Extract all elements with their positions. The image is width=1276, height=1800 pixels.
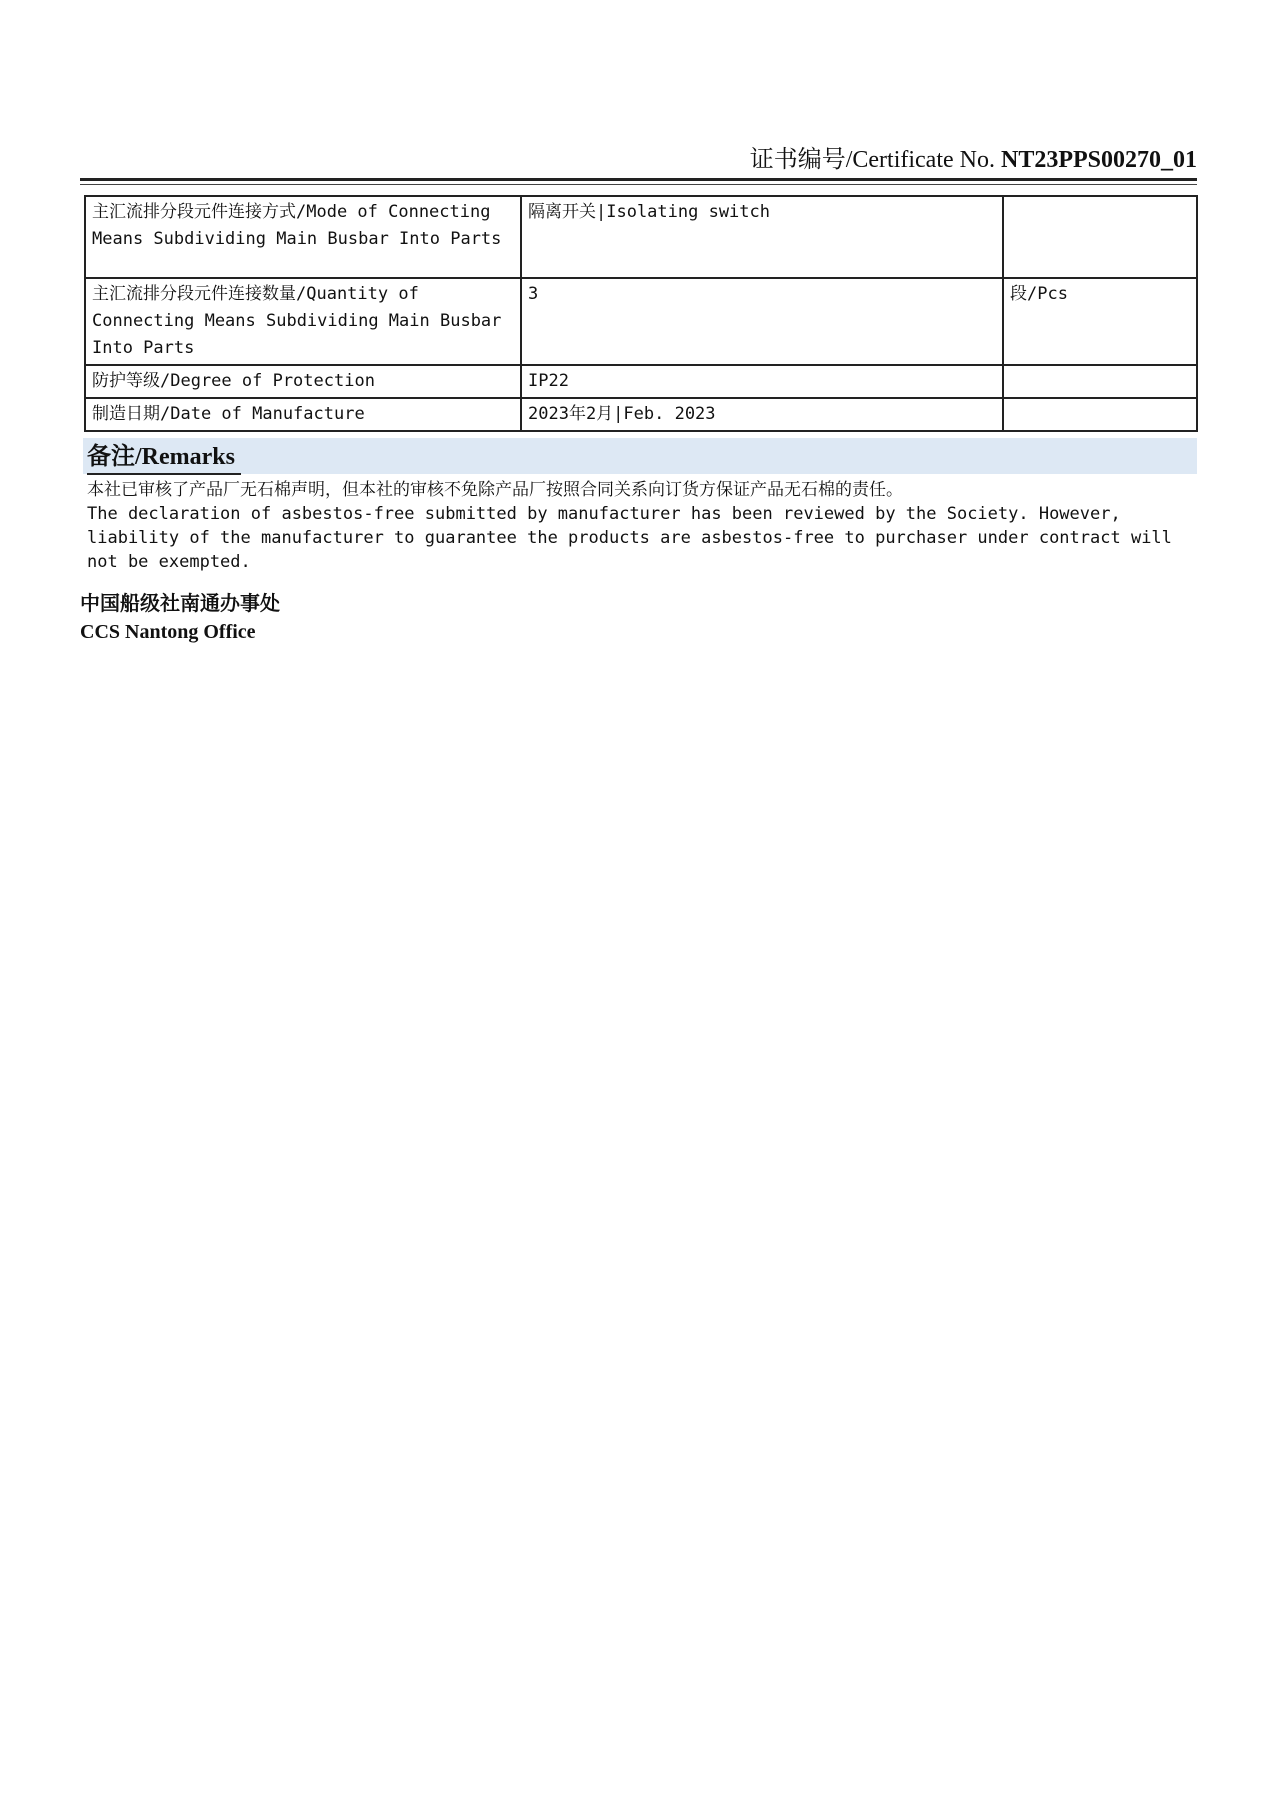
row-unit: 段/Pcs: [1003, 278, 1197, 365]
table-row: [85, 196, 1197, 278]
remarks-title: 备注/Remarks: [87, 441, 241, 475]
row-label: 制造日期/Date of Manufacture: [85, 398, 521, 431]
table-row: [85, 278, 1197, 365]
row-unit: [1003, 398, 1197, 431]
remarks-text-english: The declaration of asbestos-free submitted by manufacturer has been reviewed by the Society. However, liability of the manufacturer to guarantee the products are asbestos-free to purchaser under contract will not be exempted.: [87, 504, 1172, 572]
specification-table: [84, 195, 1198, 432]
row-value: 2023年2月|Feb. 2023: [521, 398, 1003, 431]
issuing-office: [80, 590, 280, 646]
certificate-label: 证书编号/Certificate No.: [749, 147, 995, 173]
office-name-english: CCS Nantong Office: [80, 621, 256, 643]
remarks-body: [87, 478, 1197, 574]
header-rule-thin: [80, 184, 1197, 185]
header-rule-thick: [80, 178, 1197, 181]
remarks-text-chinese: 本社已审核了产品厂无石棉声明，但本社的审核不免除产品厂按照合同关系向订货方保证产品无石棉的责任。: [87, 480, 903, 500]
row-label: 防护等级/Degree of Protection: [85, 365, 521, 398]
row-unit: [1003, 365, 1197, 398]
table-row: [85, 365, 1197, 398]
row-value: 3: [521, 278, 1003, 365]
remarks-header-bar: [83, 438, 1197, 474]
certificate-number-header: [80, 144, 1197, 176]
row-value: 隔离开关|Isolating switch: [521, 196, 1003, 278]
row-label: 主汇流排分段元件连接数量/Quantity of Connecting Means Subdividing Main Busbar Into Parts: [85, 278, 521, 365]
row-value: IP22: [521, 365, 1003, 398]
table-row: [85, 398, 1197, 431]
office-name-chinese: 中国船级社南通办事处: [80, 593, 280, 615]
row-unit: [1003, 196, 1197, 278]
certificate-number: NT23PPS00270_01: [1000, 147, 1197, 173]
row-label: 主汇流排分段元件连接方式/Mode of Connecting Means Subdividing Main Busbar Into Parts: [85, 196, 521, 278]
